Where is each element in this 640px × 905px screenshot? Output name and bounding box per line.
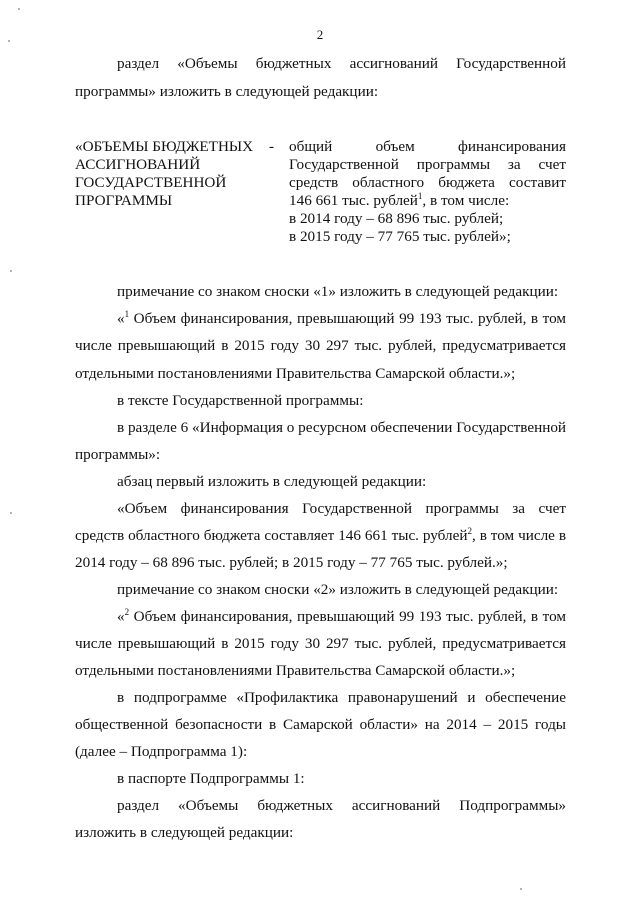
para-subprogram-line: в подпрограмме «Профилактика правонарушений и обеспечение [117, 689, 566, 706]
para-section-6-line: в разделе 6 «Информация о ресурсном обеспечении Государственной [117, 419, 567, 436]
para-budget-section-line: изложить в следующей редакции: [75, 824, 294, 841]
budget-section-text [289, 138, 566, 246]
para-note-1-intro: примечание со знаком сноски «1» изложить в следующей редакции: [117, 283, 559, 300]
para-note-2-intro: примечание со знаком сноски «2» изложить в следующей редакции: [117, 581, 559, 598]
para-budget-section-line: раздел «Объемы бюджетных ассигнований Подпрограммы» [117, 797, 566, 814]
budget-title-line: АССИГНОВАНИЙ [75, 156, 201, 173]
para-subprogram-line: (далее – Подпрограмма 1): [75, 743, 248, 760]
page-number: 2 [316, 27, 324, 42]
footnote-mark: 2 [124, 606, 130, 617]
para-footnote-1-line: «$^1$ Объем финансирования, превышающий 99 193 тыс. рублей, в том [117, 308, 566, 327]
intro-line-1: раздел «Объемы бюджетных ассигнований Государственной [117, 55, 566, 72]
scan-speck [10, 512, 12, 514]
budget-text-line: общий объем финансирования [289, 138, 566, 155]
para-footnote-2-line: «$^2$ Объем финансирования, превышающий 99 193 тыс. рублей, в том [117, 606, 566, 625]
budget-title-line: ПРОГРАММЫ [75, 192, 173, 209]
para-footnote-2-line: числе превышающий в 2015 году 30 297 тыс. рублей, предусматривается [75, 635, 566, 652]
scan-speck [18, 8, 20, 10]
para-footnote-1-line: отдельными постановлениями Правительства Самарской области.»; [75, 365, 516, 382]
budget-text-line: в 2014 году – 68 896 тыс. рублей; [289, 210, 504, 227]
scan-speck [10, 270, 12, 272]
para-first-paragraph: абзац первый изложить в следующей редакции: [117, 473, 427, 490]
budget-text-line: средств областного бюджета составит [289, 174, 566, 191]
footnote-mark: 1 [417, 190, 423, 201]
para-footnote-2-line: отдельными постановлениями Правительства Самарской области.»; [75, 662, 516, 679]
budget-dash: - [269, 138, 275, 155]
scan-speck [8, 40, 10, 42]
para-funding-line: 2014 году – 68 896 тыс. рублей; в 2015 году – 77 765 тыс. рублей.»; [75, 554, 508, 571]
para-funding-line: средств областного бюджета составляет 146 661 тыс. рублей$^2$, в том числе в [75, 525, 566, 544]
para-footnote-1-line: числе превышающий в 2015 году 30 297 тыс. рублей, предусматривается [75, 337, 566, 354]
para-program-text: в тексте Государственной программы: [117, 392, 364, 409]
scan-speck [520, 888, 522, 890]
budget-section-title [75, 138, 275, 210]
para-subprogram-line: общественной безопасности в Самарской области» на 2014 – 2015 годы [75, 716, 566, 733]
intro-line-2: программы» изложить в следующей редакции: [75, 83, 379, 100]
para-passport: в паспорте Подпрограммы 1: [117, 770, 305, 787]
budget-text-line: в 2015 году – 77 765 тыс. рублей»; [289, 228, 511, 245]
budget-title-line: «ОБЪЕМЫ БЮДЖЕТНЫХ [75, 138, 254, 155]
budget-text-line: 146 661 тыс. рублей$^1$, в том числе: [289, 190, 510, 209]
footnote-mark: 2 [467, 525, 472, 536]
footnote-mark: 1 [124, 308, 130, 319]
para-funding-line: «Объем финансирования Государственной программы за счет [117, 500, 566, 517]
budget-title-line: ГОСУДАРСТВЕННОЙ [75, 174, 227, 191]
budget-text-line: Государственной программы за счет [289, 156, 566, 173]
para-section-6-line: программы»: [75, 446, 161, 463]
